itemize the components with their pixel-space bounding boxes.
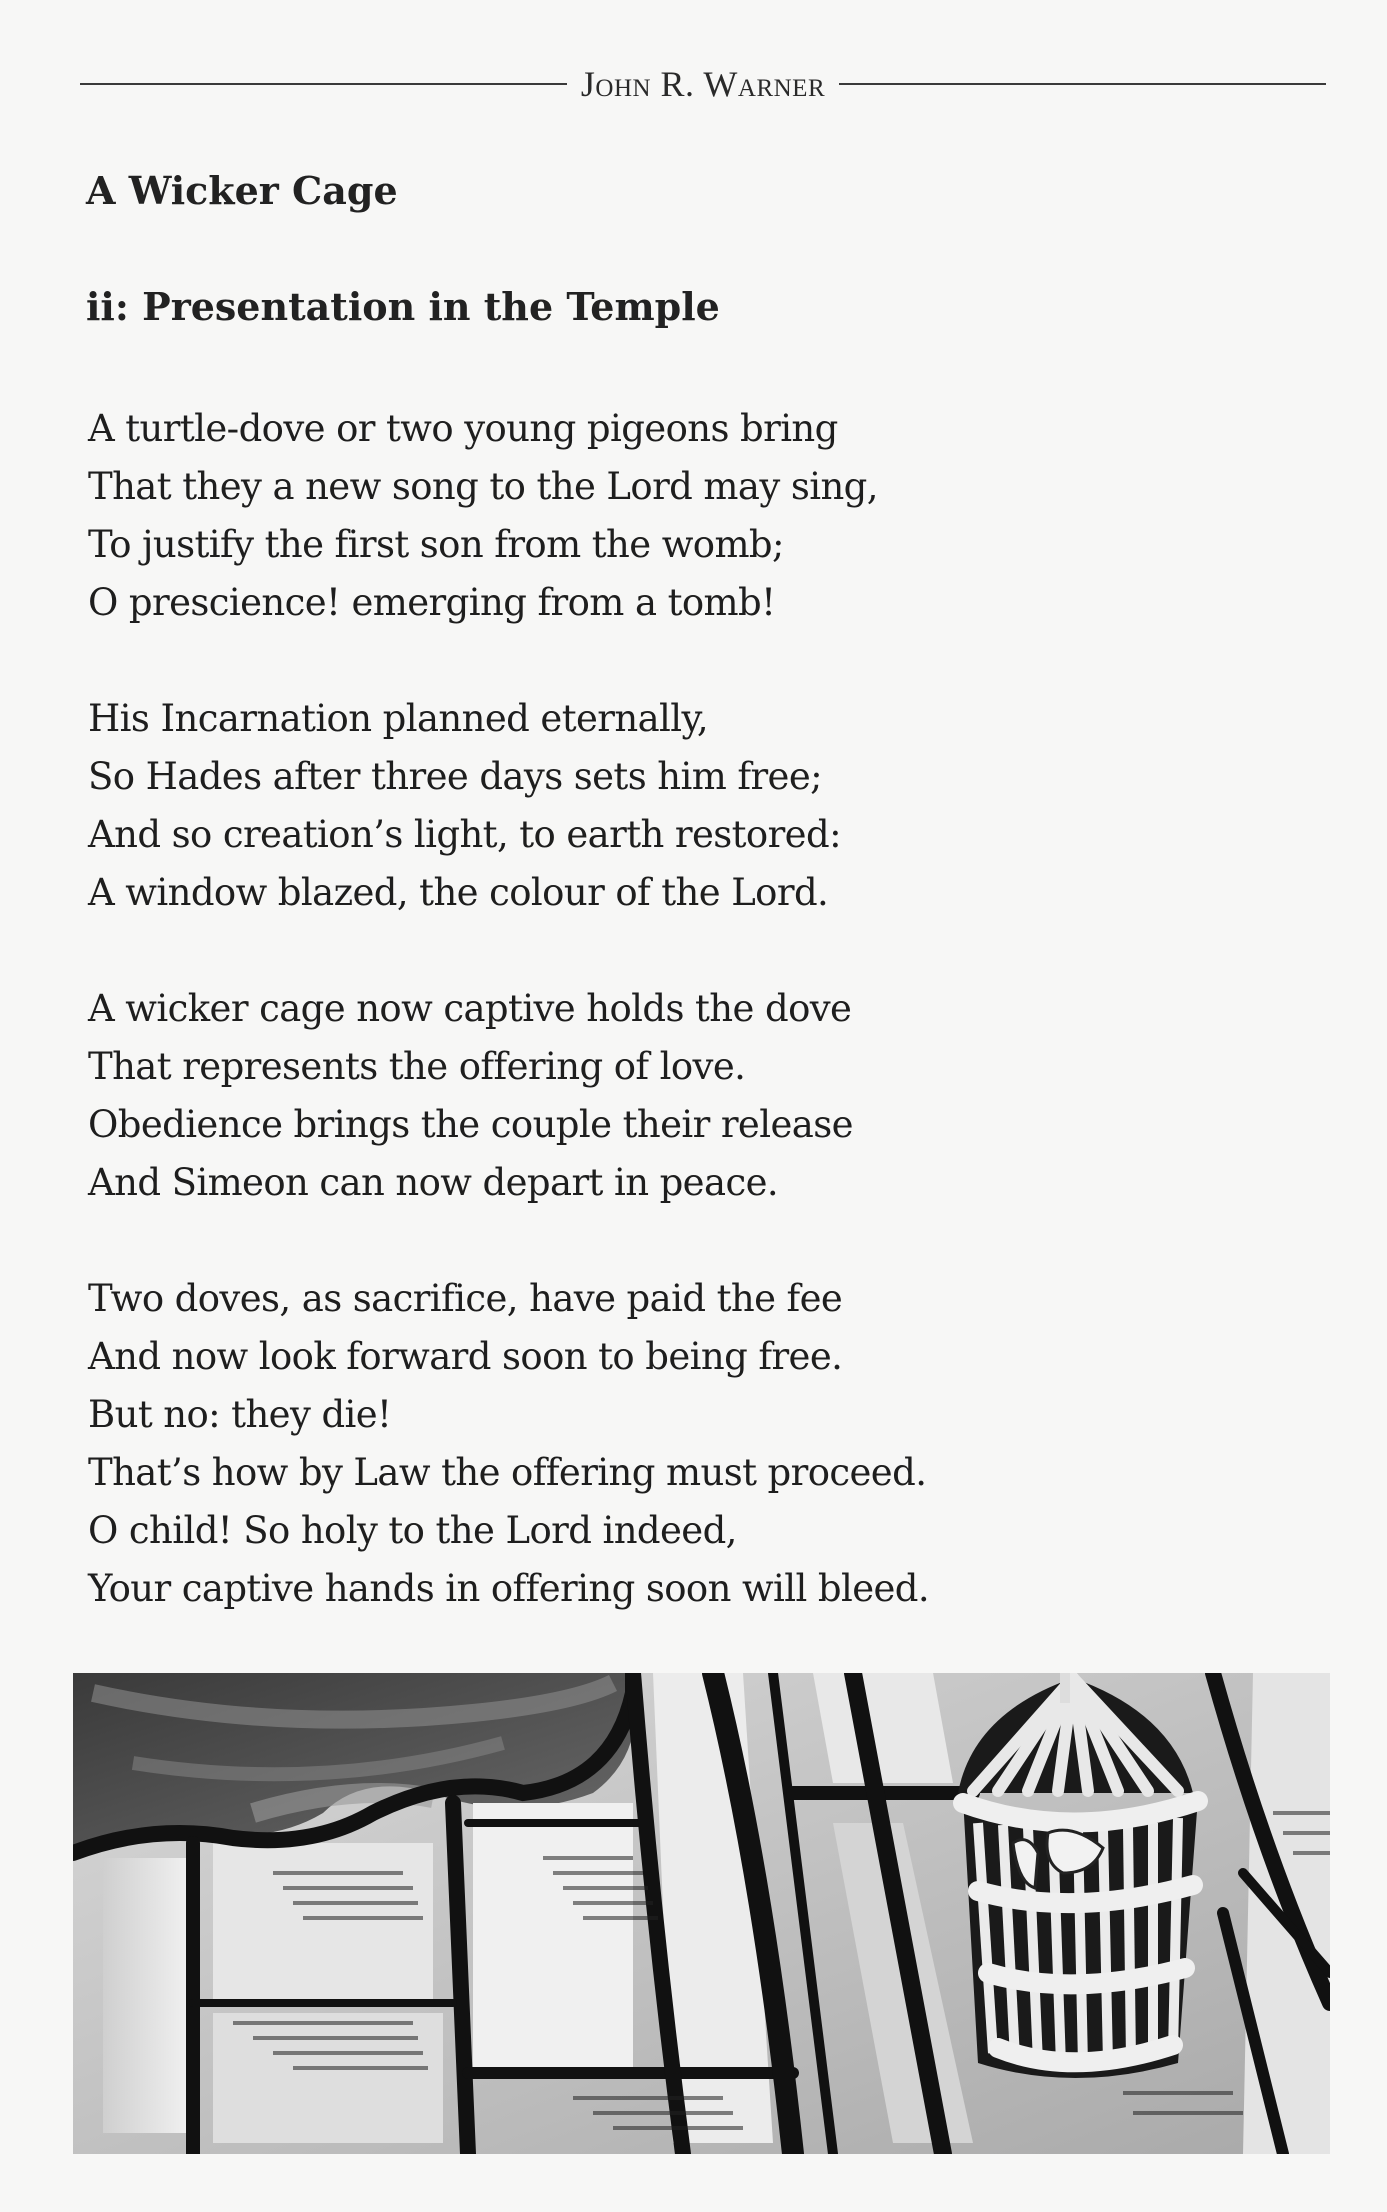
wicker-cage bbox=[958, 1673, 1198, 2078]
poem-body bbox=[88, 400, 929, 1676]
stanza-1 bbox=[88, 400, 929, 632]
verse-line: Your captive hands in offering soon will bleed. bbox=[88, 1567, 930, 1610]
verse-line: To justify the first son from the womb; bbox=[88, 523, 784, 566]
verse-line: A turtle-dove or two young pigeons bring bbox=[88, 407, 838, 450]
author-name: John R. Warner bbox=[580, 64, 826, 104]
verse-line: And now look forward soon to being free. bbox=[88, 1335, 843, 1378]
verse-line: That they a new song to the Lord may sing, bbox=[88, 465, 878, 508]
verse-line: So Hades after three days sets him free; bbox=[88, 755, 822, 798]
header-rule-right bbox=[839, 83, 1326, 85]
verse-line: That represents the offering of love. bbox=[88, 1045, 746, 1088]
verse-line: A wicker cage now captive holds the dove bbox=[88, 987, 852, 1030]
verse-line: His Incarnation planned eternally, bbox=[88, 697, 709, 740]
running-head bbox=[80, 56, 1326, 112]
stanza-4 bbox=[88, 1270, 929, 1618]
stanza-3 bbox=[88, 980, 929, 1212]
verse-line: Two doves, as sacrifice, have paid the fee bbox=[88, 1277, 843, 1320]
verse-line: A window blazed, the colour of the Lord. bbox=[88, 871, 829, 914]
verse-line: O prescience! emerging from a tomb! bbox=[88, 581, 776, 624]
verse-line: Obedience brings the couple their release bbox=[88, 1103, 853, 1146]
verse-line: And Simeon can now depart in peace. bbox=[88, 1161, 779, 1204]
verse-line: But no: they die! bbox=[88, 1393, 392, 1436]
poem-title: A Wicker Cage bbox=[86, 168, 398, 213]
stanza-2 bbox=[88, 690, 929, 922]
stained-glass-image bbox=[73, 1673, 1330, 2154]
verse-line: That’s how by Law the offering must proceed. bbox=[88, 1451, 927, 1494]
stained-glass-photo bbox=[73, 1673, 1330, 2154]
verse-line: And so creation’s light, to earth restored: bbox=[88, 813, 841, 856]
header-rule-left bbox=[80, 83, 567, 85]
verse-line: O child! So holy to the Lord indeed, bbox=[88, 1509, 737, 1552]
poem-subtitle: ii: Presentation in the Temple bbox=[86, 284, 720, 329]
